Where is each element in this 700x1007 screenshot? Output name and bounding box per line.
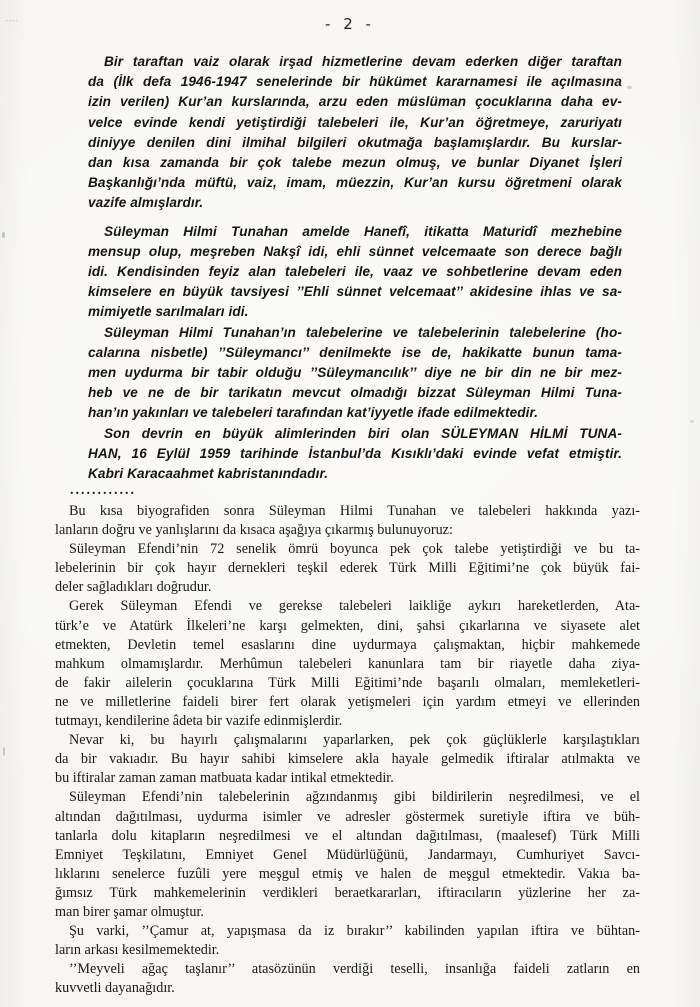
text-line: ğımsız Türk mahkemelerinin verdikleri beraetkararları, iftiracıların yüzlerine her za- (55, 884, 640, 901)
text-line: Süleyman Hilmi Tunahan’ın talebelerine ve talebelerinin talebelerine (ho- (104, 324, 622, 340)
italic-paragraph-mezheb (88, 222, 622, 323)
text-line: calarına nisbetle) ’’Süleymancı’’ denilmekte ise de, hakikatte bunun tama- (88, 344, 622, 360)
page-number: - 2 - (325, 15, 375, 33)
text-line: mahkum olmamışlardır. Merhûmun talebeleri kanunlara tam bir riayetle daha ziya- (55, 655, 640, 672)
scan-artifact-mark: ---- (5, 17, 18, 25)
serif-paragraph-students (55, 540, 640, 597)
text-line: mimiyetle sarılmaları idi. (88, 304, 249, 320)
scan-speck (690, 420, 694, 423)
commentary-serif-section (55, 502, 640, 998)
text-line: heb ve ne de bir tarikatın mevcut olmadığı bizzat Süleyman Hilmi Tuna- (88, 385, 622, 401)
text-line: Süleyman Efendi’nin talebelerinin ağzındanmış gibi bildirilerin neşredilmesi, ve el (69, 789, 640, 806)
text-line: da (İlk defa 1946-1947 senelerinde bir hükümet kararnamesi ile açılmasına (88, 74, 622, 90)
text-line: tanlarla dolu kitapların neşredilmesi ve el altından dağıtılması, (maalesef) Türk Milli (55, 827, 640, 844)
serif-paragraph-meyveli (55, 960, 640, 998)
text-line: türk’e ve Atatürk İlkeleri’ne karşı gelmekten, dini, şahsi çıkarlarına ve siyasete alet (55, 617, 640, 634)
text-line: Bir taraftan vaiz olarak irşad hizmetlerine devam ederken diğer taraftan (104, 54, 622, 69)
text-line: Süleyman Hilmi Tunahan amelde Hanefî, itikatta Maturidî mezhebine (104, 223, 622, 239)
scan-speck (2, 232, 5, 238)
serif-paragraph-iftiralar (55, 731, 640, 788)
scan-speck (627, 86, 632, 89)
italic-paragraph-kuran-courses (88, 52, 622, 214)
text-line: vazife almışlardır. (88, 195, 204, 211)
italic-paragraph-suleymanci (88, 323, 622, 424)
text-line: ne ve milletlerine faideli birer fert olarak yetişmeleri için yardım etmeyi ve ellerinden (55, 693, 640, 710)
serif-paragraph-laiklik (55, 597, 640, 731)
text-line: men uydurma bir tabir olduğu ’’Süleymancılık’’ diye ne bir din ne bir mez- (88, 365, 622, 381)
text-line: deler sağladıkları doğrudur. (55, 579, 212, 596)
text-line: lıklarını senelerce fuzûli yere meşgul etmiş ve halen de meşgul etmektedir. Vakıa ba- (55, 865, 640, 882)
text-line: velce evinde kendi yetiştirdiği talebeleri ile, Kur’an öğretmeye, zaruriyatı (88, 114, 622, 130)
scan-speck (3, 747, 5, 756)
text-line: Bu kısa biyografiden sonra Süleyman Hilmi Tunahan ve talebeleri hakkında yazı- (69, 503, 640, 519)
text-line: bu iftiralar zaman zaman matbuata kadar intikal etmektedir. (55, 770, 394, 787)
text-line: izin verilen) Kur’an kurslarında, arzu eden müslüman çocuklarına daha ev- (88, 94, 622, 110)
text-line: da bir vakıadır. Bu hayır sahibi kimselere akla hayale gelmedik iftiralar atılmakta ve (55, 751, 640, 768)
text-line: Son devrin en büyük alimlerinden biri olan SÜLEYMAN HİLMİ TUNA- (104, 425, 622, 441)
text-line: han’ın yakınları ve talebeleri tarafından kat’iyyetle ifade edilmektedir. (88, 405, 539, 421)
serif-paragraph-camur (55, 922, 640, 960)
text-line: lebelerinin bir çok hayır dernekleri teşkil ederek Türk Milli Eğitimi’ne çok büyük fai- (55, 560, 640, 577)
text-line: mensup olup, meşreben Nakşî idi, ehli sünnet velcemaate son derece bağlı (88, 243, 622, 259)
text-line: HAN, 16 Eylül 1959 tarihinde İstanbul’da Kısıklı’daki evinde vefat etmiştir. (88, 445, 622, 461)
serif-paragraph-intro (55, 502, 640, 540)
text-line: kuvvetli dayanağıdır. (55, 980, 175, 997)
text-line: de fakir ailelerin çocuklarına Türk Milli Eğitimi’nde başarılı olmaları, memleketleri- (55, 674, 640, 691)
text-line: dan kısa zamanda bir çok talebe mezun olmuş, ve bunlar Diyanet İşleri (88, 155, 622, 171)
text-line: Nevar ki, bu hayırlı çalışmalarını yaparlarken, pek çok güçlüklerle karşılaştıkları (69, 732, 640, 749)
text-line: ların arkası kesilmemektedir. (55, 942, 220, 959)
text-line: Şu varki, ’’Çamur at, yapışmasa da iz bırakır’’ kabilinden yapılan iftira ve bühtan- (69, 923, 640, 940)
biography-italic-section (88, 52, 622, 484)
text-line: idi. Kendisinden feyiz alan talebeleri ile, vaaz ve sohbetlerine devam eden (88, 264, 622, 280)
text-line: Süleyman Efendi’nin 72 senelik ömrü boyunca pek çok talebe yetiştirdiği ve bu ta- (69, 541, 640, 558)
text-line: ’’Meyveli ağaç taşlanır’’ atasözünün verdiği teselli, insanlığa faideli zatların en (69, 961, 640, 978)
text-line: etmekten, Devletin temel esaslarını dine uydurmaya çalışmaktan, hiçbir mahkemede (55, 636, 640, 653)
italic-paragraph-death (88, 424, 622, 485)
text-line: tutmayı, kendilerine âdeta bir vazife edinmişlerdir. (55, 713, 343, 730)
separator-dots: ............ (70, 483, 136, 498)
text-line: man birer şamar olmuştur. (55, 903, 204, 920)
text-line: Emniyet Teşkilatını, Emniyet Genel Müdürlüğünü, Jandarmayı, Cumhuriyet Savcı- (55, 846, 640, 863)
text-line: Gerek Süleyman Efendi ve gerekse talebeleri laikliğe aykırı hareketlerden, Ata- (69, 598, 640, 615)
text-line: Kabri Karacaahmet kabristanındadır. (88, 466, 328, 482)
text-line: altından dağıtılması, uydurma isimler ve adresler göstermek suretiyle iftira ve büh- (55, 808, 640, 825)
text-line: Başkanlığı’nda müftü, vaiz, imam, müezzin, Kur’an kursu öğretmeni olarak (88, 175, 622, 191)
text-line: kimselere en büyük tavsiyesi ’’Ehli sünnet velcemaat’’ akidesine ihlas ve sa- (88, 284, 622, 300)
text-line: diniyye denilen dini ilmihal bilgileri okutmağa başlamışlardır. Bu kurslar- (88, 134, 622, 150)
text-line: lanların doğru ve yanlışlarını da kısaca aşağıya çıkarmış bulunuyoruz: (55, 522, 453, 539)
serif-paragraph-bildiriler (55, 788, 640, 922)
